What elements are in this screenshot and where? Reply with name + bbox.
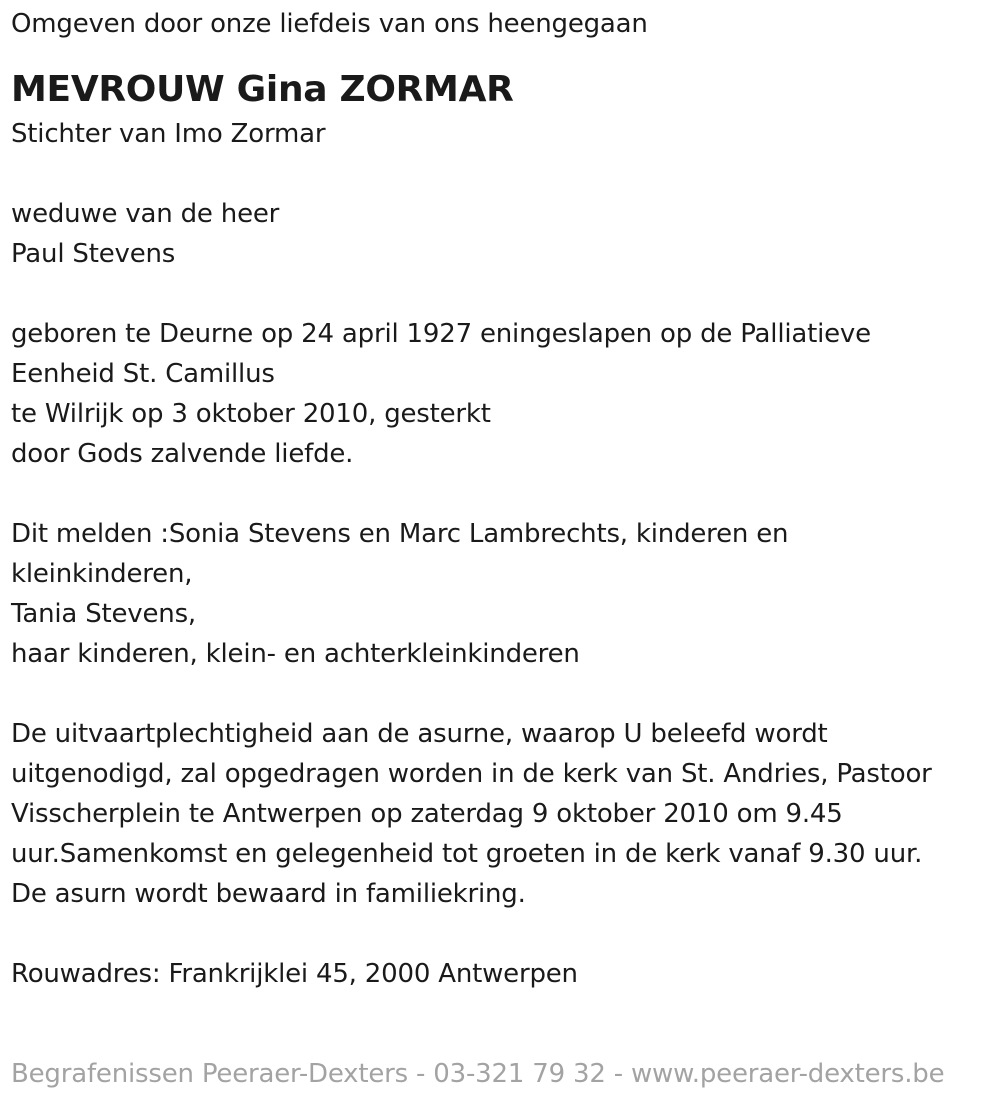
funeral-line: De uitvaartplechtigheid aan de asurne, waarop U beleefd wordt [11, 719, 828, 749]
birth-death-section [11, 314, 986, 474]
announce-line: Tania Stevens, [11, 599, 196, 629]
funeral-line: uitgenodigd, zal opgedragen worden in de kerk van St. Andries, Pastoor [11, 759, 932, 789]
announce-line: Dit melden :Sonia Stevens en Marc Lambrechts, kinderen en [11, 519, 789, 549]
widow-section [11, 194, 986, 274]
spouse-name: Paul Stevens [11, 239, 176, 269]
announcement-section [11, 514, 986, 674]
spacer [11, 274, 986, 314]
spacer [11, 154, 986, 194]
funeral-line: Visscherplein te Antwerpen op zaterdag 9 oktober 2010 om 9.45 [11, 799, 843, 829]
birth-line: Eenheid St. Camillus [11, 359, 275, 389]
death-notice [11, 0, 986, 994]
funeral-section [11, 714, 986, 914]
funeral-home-footer: Begrafenissen Peeraer-Dexters - 03-321 79 32 - www.peeraer-dexters.be [11, 1059, 945, 1089]
spacer [11, 674, 986, 714]
funeral-line: uur.Samenkomst en gelegenheid tot groeten in de kerk vanaf 9.30 uur. [11, 839, 923, 869]
birth-line: geboren te Deurne op 24 april 1927 eningeslapen op de Palliatieve [11, 319, 871, 349]
birth-line: door Gods zalvende liefde. [11, 439, 354, 469]
birth-line: te Wilrijk op 3 oktober 2010, gesterkt [11, 399, 491, 429]
spacer [11, 474, 986, 514]
spacer [11, 914, 986, 954]
deceased-name: MEVROUW Gina ZORMAR [11, 69, 514, 110]
opening-line: Omgeven door onze liefdeis van ons heengegaan [11, 9, 648, 39]
funeral-line: De asurn wordt bewaard in familiekring. [11, 879, 526, 909]
deceased-role: Stichter van Imo Zormar [11, 119, 326, 149]
mourning-address: Rouwadres: Frankrijklei 45, 2000 Antwerpen [11, 959, 578, 989]
announce-line: haar kinderen, klein- en achterkleinkinderen [11, 639, 580, 669]
announce-line: kleinkinderen, [11, 559, 193, 589]
widow-line: weduwe van de heer [11, 199, 280, 229]
